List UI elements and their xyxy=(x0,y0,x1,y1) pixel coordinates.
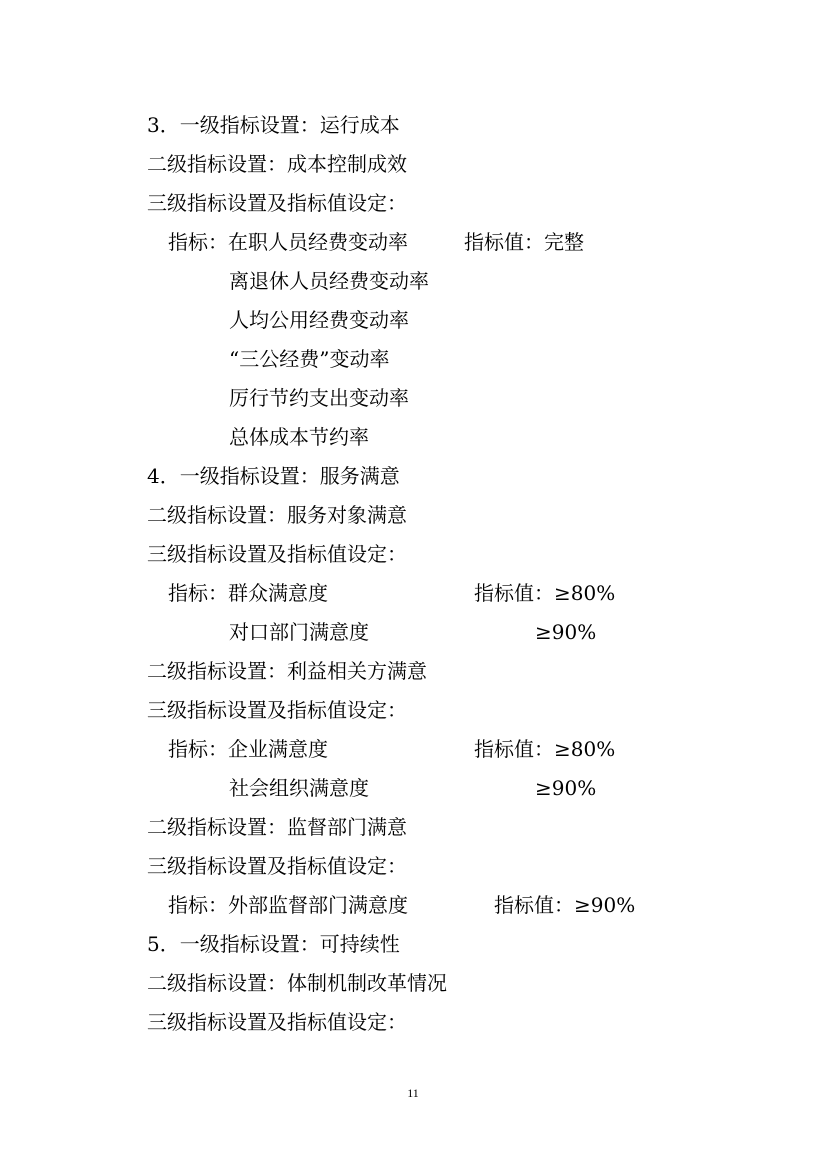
indicator-value: 指标值：≥80% xyxy=(474,581,616,605)
level2-heading: 二级指标设置：体制机制改革情况 xyxy=(147,971,447,995)
level3-heading: 三级指标设置及指标值设定： xyxy=(147,542,407,566)
heading-level1-5: 5．一级指标设置：可持续性 xyxy=(147,932,400,956)
level3-heading: 三级指标设置及指标值设定： xyxy=(147,854,407,878)
level2-heading: 二级指标设置：监督部门满意 xyxy=(147,815,407,839)
indicator-value: 指标值：≥80% xyxy=(474,737,616,761)
indicator-label: 指标：外部监督部门满意度 xyxy=(168,893,408,917)
indicator-item: 厉行节约支出变动率 xyxy=(229,386,409,410)
page-number: 11 xyxy=(407,1086,419,1100)
indicator-item: 对口部门满意度 xyxy=(229,620,369,644)
indicator-value: ≥90% xyxy=(535,776,597,800)
indicator-value: 指标值：≥90% xyxy=(494,893,636,917)
indicator-item: 离退休人员经费变动率 xyxy=(229,269,429,293)
indicator-item: 总体成本节约率 xyxy=(229,425,369,449)
indicator-item: 社会组织满意度 xyxy=(229,776,369,800)
indicator-item: “三公经费”变动率 xyxy=(229,347,390,371)
heading-level1-3: 3．一级指标设置：运行成本 xyxy=(147,113,400,137)
indicator-item: 人均公用经费变动率 xyxy=(229,308,409,332)
indicator-label: 指标：群众满意度 xyxy=(168,581,328,605)
level3-heading: 三级指标设置及指标值设定： xyxy=(147,1010,407,1034)
level3-heading: 三级指标设置及指标值设定： xyxy=(147,191,407,215)
level3-heading: 三级指标设置及指标值设定： xyxy=(147,698,407,722)
indicator-value: 指标值：完整 xyxy=(464,230,584,254)
heading-level1-4: 4．一级指标设置：服务满意 xyxy=(147,464,400,488)
level2-heading: 二级指标设置：服务对象满意 xyxy=(147,503,407,527)
level2-heading: 二级指标设置：利益相关方满意 xyxy=(147,659,427,683)
indicator-value: ≥90% xyxy=(535,620,597,644)
level2-heading: 二级指标设置：成本控制成效 xyxy=(147,152,407,176)
indicator-label: 指标：企业满意度 xyxy=(168,737,328,761)
indicator-label: 指标：在职人员经费变动率 xyxy=(168,230,408,254)
